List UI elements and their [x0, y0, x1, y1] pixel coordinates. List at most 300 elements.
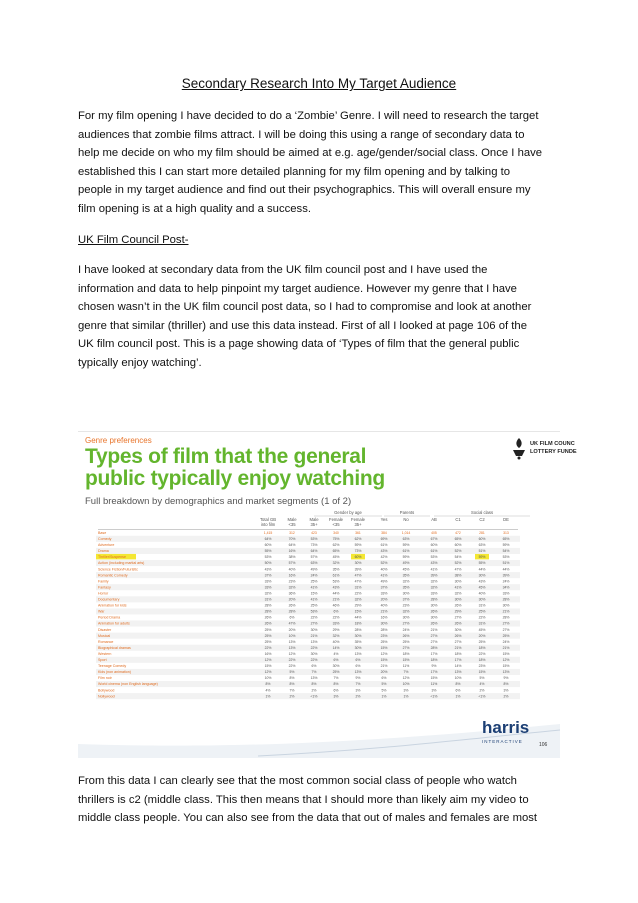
- table-cell: 55%: [478, 561, 486, 566]
- section-heading: UK Film Council Post-: [78, 234, 189, 246]
- table-cell: 18%: [430, 658, 438, 662]
- table-cell: 12%: [502, 658, 510, 662]
- table-cell: 27%: [502, 621, 510, 626]
- conclusion-paragraph: [78, 772, 566, 828]
- table-cell: 59%: [354, 543, 362, 548]
- table-cell: 54%: [454, 555, 462, 560]
- table-cell: 1%: [265, 694, 271, 699]
- table-cell: 32%: [354, 597, 362, 602]
- table-cell: 6%: [333, 658, 339, 662]
- table-cell: 21%: [380, 664, 388, 669]
- table-cell: 26%: [454, 633, 462, 638]
- table-cell: 55%: [264, 549, 272, 554]
- table-cell: 21%: [332, 597, 340, 602]
- table-cell: 35%: [354, 639, 362, 644]
- table-cell: 65%: [454, 537, 462, 541]
- table-cell: 15%: [502, 651, 510, 656]
- row-label: War: [98, 609, 105, 614]
- table-cell: 24%: [402, 627, 410, 632]
- harris-logo: harris: [482, 718, 530, 737]
- table-cell: 24%: [310, 573, 318, 578]
- row-label: Fantasy: [98, 585, 111, 590]
- table-cell: 45%: [478, 627, 486, 632]
- table-cell: 9%: [355, 676, 361, 681]
- base-value: 340: [333, 531, 339, 535]
- table-cell: 62%: [354, 537, 362, 541]
- table-cell: 33%: [264, 579, 272, 584]
- table-cell: 18%: [454, 651, 462, 656]
- table-cell: 22%: [288, 658, 296, 662]
- column-header-sub: 35+: [310, 522, 318, 527]
- table-cell: 47%: [354, 579, 362, 584]
- table-cell: 2%: [311, 688, 317, 693]
- table-cell: 32%: [264, 591, 272, 596]
- base-value: 361: [355, 531, 361, 535]
- table-cell: 44%: [332, 591, 340, 596]
- table-cell: 28%: [380, 627, 388, 632]
- table-cell: 25%: [264, 633, 272, 638]
- table-cell: 67%: [430, 537, 438, 541]
- row-label: Sport: [98, 658, 107, 662]
- table-cell: 17%: [430, 670, 438, 675]
- table-cell: 27%: [402, 645, 410, 650]
- row-label: Kids (non animation): [98, 670, 131, 675]
- table-cell: 30%: [402, 591, 410, 596]
- slide-headline-line-2: public typically enjoy watching: [85, 467, 385, 490]
- table-cell: 30%: [310, 627, 318, 632]
- table-cell: 27%: [430, 639, 438, 644]
- table-cell: 30%: [402, 615, 410, 620]
- table-cell: 30%: [430, 615, 438, 620]
- table-cell: 31%: [478, 621, 486, 626]
- table-cell: 12%: [402, 676, 410, 681]
- table-cell: 30%: [454, 597, 462, 602]
- table-cell: 15%: [264, 664, 272, 669]
- table-cell: 6%: [333, 688, 339, 693]
- base-value: 423: [311, 531, 317, 535]
- table-cell: 52%: [380, 561, 388, 566]
- table-cell: 20%: [288, 597, 296, 602]
- table-cell: 4%: [265, 688, 271, 693]
- column-header-sub: <35: [288, 522, 296, 527]
- table-cell: 60%: [264, 543, 272, 548]
- table-cell: 30%: [354, 645, 362, 650]
- table-cell: 6%: [355, 658, 361, 662]
- table-cell: 2%: [355, 694, 361, 699]
- table-cell: 23%: [288, 579, 296, 584]
- table-cell: 26%: [454, 621, 462, 626]
- table-cell: 21%: [454, 645, 462, 650]
- genre-preferences-slide: [78, 431, 577, 758]
- table-cell: 22%: [288, 664, 296, 669]
- table-cell: 41%: [454, 585, 462, 590]
- table-cell: 22%: [478, 651, 486, 656]
- table-cell: 61%: [380, 543, 388, 548]
- table-cell: 15%: [380, 658, 388, 662]
- base-value: 405: [431, 531, 437, 535]
- table-cell: 32%: [430, 585, 438, 590]
- table-cell: 41%: [310, 585, 318, 590]
- table-cell: 3%: [431, 688, 437, 693]
- table-cell: 3%: [355, 688, 361, 693]
- table-cell: 22%: [310, 615, 318, 620]
- table-cell: 14%: [454, 664, 462, 669]
- table-cell: 30%: [354, 561, 362, 566]
- table-cell: 15%: [502, 664, 510, 669]
- conclusion-line: thrillers is c2 (middle class. This then means that I should more than likely aim my video to: [78, 793, 529, 806]
- column-header: Yes: [380, 517, 388, 522]
- table-cell: 35%: [332, 567, 340, 572]
- table-cell: 38%: [288, 555, 296, 560]
- table-cell: 18%: [402, 651, 410, 656]
- row-label: Animation for kids: [98, 603, 127, 608]
- table-cell: 25%: [478, 609, 486, 614]
- table-cell: 29%: [354, 603, 362, 608]
- table-cell: 1%: [403, 694, 409, 699]
- table-cell: 53%: [310, 537, 318, 541]
- table-cell: 33%: [502, 591, 510, 596]
- table-cell: 43%: [264, 567, 272, 572]
- table-cell: 38%: [454, 573, 462, 578]
- table-cell: 12%: [380, 651, 388, 656]
- slide-headline-line-1: Types of film that the general: [85, 445, 367, 468]
- table-cell: 30%: [354, 633, 362, 638]
- table-cell: 26%: [454, 603, 462, 608]
- table-cell: 63%: [310, 561, 318, 566]
- table-cell: 31%: [264, 597, 272, 602]
- table-cell: 3%: [333, 694, 339, 699]
- table-cell: 26%: [264, 615, 272, 620]
- table-cell: 8%: [311, 682, 317, 687]
- base-label: Base: [98, 531, 107, 535]
- table-cell: 30%: [478, 597, 486, 602]
- page-title: Secondary Research Into My Target Audience: [181, 76, 457, 91]
- row-label: Horror: [98, 591, 109, 596]
- table-cell: 27%: [454, 639, 462, 644]
- table-cell: 7%: [311, 670, 317, 675]
- column-header: Male: [287, 517, 297, 522]
- table-cell: 52%: [454, 549, 462, 554]
- table-cell: 11%: [402, 664, 410, 669]
- conclusion-line: middle class people. You can also see from the data that out of males and females are most: [78, 812, 538, 825]
- row-label: Documentary: [98, 597, 120, 602]
- table-cell: 32%: [288, 585, 296, 590]
- base-value: 312: [289, 531, 295, 535]
- table-cell: 64%: [310, 549, 318, 554]
- table-cell: 27%: [430, 633, 438, 638]
- table-cell: 49%: [310, 567, 318, 572]
- table-cell: 69%: [380, 537, 388, 541]
- table-cell: 18%: [478, 645, 486, 650]
- table-cell: 35%: [402, 585, 410, 590]
- table-cell: 4%: [479, 682, 485, 687]
- table-cell: 37%: [402, 597, 410, 602]
- table-cell: 39%: [354, 567, 362, 572]
- table-cell: 30%: [380, 621, 388, 626]
- header-rule: [98, 529, 518, 530]
- table-cell: 28%: [264, 609, 272, 614]
- table-cell: 59%: [402, 555, 410, 560]
- table-cell: 33%: [380, 591, 388, 596]
- uk-film-council-logo-text: [530, 440, 577, 456]
- table-cell: 6%: [311, 664, 317, 669]
- table-cell: 23%: [380, 633, 388, 638]
- table-cell: 65%: [502, 537, 510, 541]
- table-cell: 18%: [478, 658, 486, 662]
- table-cell: <1%: [310, 694, 318, 699]
- table-cell: 30%: [430, 603, 438, 608]
- table-cell: 28%: [288, 609, 296, 614]
- table-cell: 22%: [310, 658, 318, 662]
- table-cell: 25%: [264, 627, 272, 632]
- table-cell: 54%: [502, 549, 510, 554]
- table-cell: 51%: [478, 549, 486, 554]
- table-cell: 16%: [288, 549, 296, 554]
- table-cell: 30%: [478, 573, 486, 578]
- row-label: Western: [98, 651, 112, 656]
- intro-paragraph: [78, 107, 566, 219]
- table-cell: 32%: [332, 561, 340, 566]
- table-cell: 57%: [310, 555, 318, 560]
- column-header-sub: <35: [332, 522, 340, 527]
- slide-subtitle: Full breakdown by demographics and market segments (1 of 2): [85, 496, 352, 507]
- intro-line: For my film opening I have decided to do a ‘Zombie’ Genre. I will need to research the target: [78, 110, 539, 122]
- table-cell: 65%: [332, 549, 340, 554]
- table-cell: 60%: [430, 543, 438, 548]
- table-cell: 32%: [332, 633, 340, 638]
- table-cell: 25%: [264, 639, 272, 644]
- row-label: Biographical dramas: [98, 645, 131, 650]
- row-label: World cinema (non English language): [98, 682, 158, 687]
- table-cell: 30%: [454, 627, 462, 632]
- table-cell: 6%: [333, 609, 339, 614]
- table-cell: 25%: [502, 633, 510, 638]
- table-cell: 25%: [478, 639, 486, 644]
- table-cell: 60%: [354, 555, 362, 560]
- table-cell: 3%: [503, 688, 509, 693]
- table-cell: 30%: [454, 579, 462, 584]
- section-line: genre that similar (thriller) and use this data instead. First of all I looked at page 106 of the: [78, 319, 527, 332]
- table-cell: 40%: [332, 639, 340, 644]
- table-cell: 32%: [454, 591, 462, 596]
- table-cell: 49%: [402, 561, 410, 566]
- table-cell: 57%: [288, 561, 296, 566]
- table-cell: 13%: [354, 651, 362, 656]
- table-cell: 26%: [430, 609, 438, 614]
- table-cell: 53%: [430, 555, 438, 560]
- table-cell: 5%: [381, 682, 387, 687]
- table-cell: 6%: [381, 676, 387, 681]
- table-cell: 39%: [430, 573, 438, 578]
- table-cell: 47%: [354, 573, 362, 578]
- table-cell: 33%: [430, 591, 438, 596]
- table-cell: 60%: [454, 543, 462, 548]
- table-cell: 17%: [454, 658, 462, 662]
- harris-logo-subtext: INTERACTIVE: [482, 739, 523, 744]
- table-cell: 52%: [454, 561, 462, 566]
- table-cell: 22%: [310, 645, 318, 650]
- table-cell: 5%: [289, 670, 295, 675]
- table-cell: 9%: [431, 664, 437, 669]
- table-cell: 21%: [502, 609, 510, 614]
- row-label: Film noir: [98, 676, 112, 681]
- table-cell: 23%: [478, 664, 486, 669]
- base-value: 1,014: [401, 531, 411, 535]
- table-cell: 12%: [264, 670, 272, 675]
- table-cell: 7%: [403, 670, 409, 675]
- slide-kicker: Genre preferences: [85, 436, 152, 445]
- table-cell: 40%: [288, 567, 296, 572]
- table-cell: 25%: [310, 603, 318, 608]
- logo-line-2: LOTTERY FUNDE: [530, 449, 577, 455]
- group-header: Parents: [399, 510, 415, 515]
- table-cell: 28%: [502, 615, 510, 620]
- base-value: 313: [503, 531, 509, 535]
- table-cell: 15%: [430, 676, 438, 681]
- table-cell: 37%: [264, 573, 272, 578]
- section-line: information and data to help pinpoint my target audience. However my genre that I have: [78, 282, 517, 295]
- table-cell: 7%: [333, 676, 339, 681]
- base-value: 384: [381, 531, 387, 535]
- column-header: Female: [351, 517, 365, 522]
- table-cell: 32%: [430, 579, 438, 584]
- row-label: Comedy: [98, 537, 112, 541]
- table-cell: 59%: [478, 555, 486, 560]
- table-cell: 64%: [264, 537, 272, 541]
- table-cell: 21%: [430, 627, 438, 632]
- column-header: Female: [329, 517, 343, 522]
- table-cell: 21%: [310, 633, 318, 638]
- table-cell: 59%: [402, 543, 410, 548]
- table-cell: 8%: [333, 682, 339, 687]
- table-cell: 59%: [502, 543, 510, 548]
- table-cell: 6%: [355, 664, 361, 669]
- row-label: Action (including martial arts): [98, 561, 145, 566]
- table-cell: 28%: [430, 645, 438, 650]
- column-header: Male: [309, 517, 319, 522]
- row-label: Disaster: [98, 627, 112, 632]
- table-cell: 42%: [380, 555, 388, 560]
- table-cell: 18%: [354, 621, 362, 626]
- table-cell: 15%: [310, 591, 318, 596]
- table-cell: 64%: [288, 543, 296, 548]
- table-cell: 24%: [502, 639, 510, 644]
- table-cell: 22%: [354, 591, 362, 596]
- table-cell: 45%: [402, 567, 410, 572]
- table-cell: 43%: [332, 585, 340, 590]
- table-cell: 53%: [502, 555, 510, 560]
- table-cell: 27%: [502, 627, 510, 632]
- table-cell: 46%: [332, 603, 340, 608]
- table-cell: 31%: [354, 585, 362, 590]
- table-cell: 32%: [402, 579, 410, 584]
- table-cell: 7%: [289, 688, 295, 693]
- table-cell: 10%: [264, 676, 272, 681]
- table-cell: 24%: [502, 579, 510, 584]
- row-label: Period Drama: [98, 615, 121, 620]
- table-cell: <1%: [478, 694, 486, 699]
- table-cell: 20%: [288, 627, 296, 632]
- table-cell: 40%: [478, 591, 486, 596]
- table-cell: 32%: [402, 609, 410, 614]
- table-cell: <1%: [430, 694, 438, 699]
- table-cell: 25%: [380, 639, 388, 644]
- table-cell: 29%: [454, 609, 462, 614]
- table-cell: 22%: [478, 615, 486, 620]
- table-cell: 20%: [380, 597, 388, 602]
- lottery-logo-icon: [510, 436, 528, 460]
- table-cell: 44%: [478, 567, 486, 572]
- table-cell: 5%: [479, 676, 485, 681]
- table-cell: 15%: [478, 670, 486, 675]
- table-cell: 5%: [381, 688, 387, 693]
- table-cell: 27%: [310, 621, 318, 626]
- group-header: Gender by age: [334, 510, 362, 515]
- table-cell: 8%: [289, 676, 295, 681]
- table-cell: 61%: [430, 549, 438, 554]
- table-cell: 1%: [381, 694, 387, 699]
- table-cell: 40%: [380, 567, 388, 572]
- table-cell: 20%: [380, 670, 388, 675]
- base-value: 1,415: [263, 531, 273, 535]
- table-cell: 31%: [478, 603, 486, 608]
- row-label: Animation for adults: [98, 621, 130, 626]
- conclusion-line: From this data I can clearly see that the most common social class of people who watch: [78, 775, 517, 787]
- column-header-sub: into film: [260, 522, 276, 527]
- section-line: chosen wasn’t in the UK film council post data, so I had to compromise and look at another: [78, 301, 532, 314]
- table-cell: 15%: [354, 609, 362, 614]
- section-paragraph: [78, 261, 566, 373]
- column-header-sub: 35+: [354, 522, 362, 527]
- group-header: Social class: [470, 510, 494, 515]
- slide-page-number: 106: [539, 742, 548, 748]
- table-cell: 17%: [430, 651, 438, 656]
- row-label: Adventure: [98, 543, 115, 548]
- table-cell: 61%: [332, 573, 340, 578]
- table-cell: 75%: [332, 537, 340, 541]
- section-line: I have looked at secondary data from the UK film council post and I have used the: [78, 264, 488, 276]
- table-cell: 28%: [430, 597, 438, 602]
- table-cell: 13%: [310, 676, 318, 681]
- logo-line-1: UK FILM COUNC: [530, 441, 575, 447]
- column-header: AB: [431, 517, 437, 522]
- table-cell: 12%: [264, 658, 272, 662]
- table-cell: 41%: [430, 567, 438, 572]
- table-cell: 3%: [403, 688, 409, 693]
- table-cell: 16%: [288, 573, 296, 578]
- table-cell: 47%: [454, 567, 462, 572]
- table-cell: 2%: [503, 694, 509, 699]
- table-cell: 30%: [502, 603, 510, 608]
- table-cell: 10%: [288, 633, 296, 638]
- table-cell: 13%: [454, 670, 462, 675]
- table-cell: 13%: [288, 645, 296, 650]
- table-cell: 20%: [478, 633, 486, 638]
- row-label: Drama: [98, 549, 109, 554]
- row-label: Romantic Comedy: [98, 573, 128, 578]
- table-cell: 33%: [332, 621, 340, 626]
- table-cell: 8%: [455, 682, 461, 687]
- column-header: Total GB: [259, 517, 277, 522]
- table-cell: 15%: [402, 658, 410, 662]
- table-cell: 26%: [430, 621, 438, 626]
- table-cell: 21%: [502, 645, 510, 650]
- table-cell: 28%: [354, 627, 362, 632]
- intro-line: audiences that zombie films attract. I will be doing this using a range of secondary data to: [78, 128, 525, 141]
- table-cell: 8%: [265, 682, 271, 687]
- table-cell: 11%: [430, 682, 438, 687]
- table-cell: 49%: [380, 579, 388, 584]
